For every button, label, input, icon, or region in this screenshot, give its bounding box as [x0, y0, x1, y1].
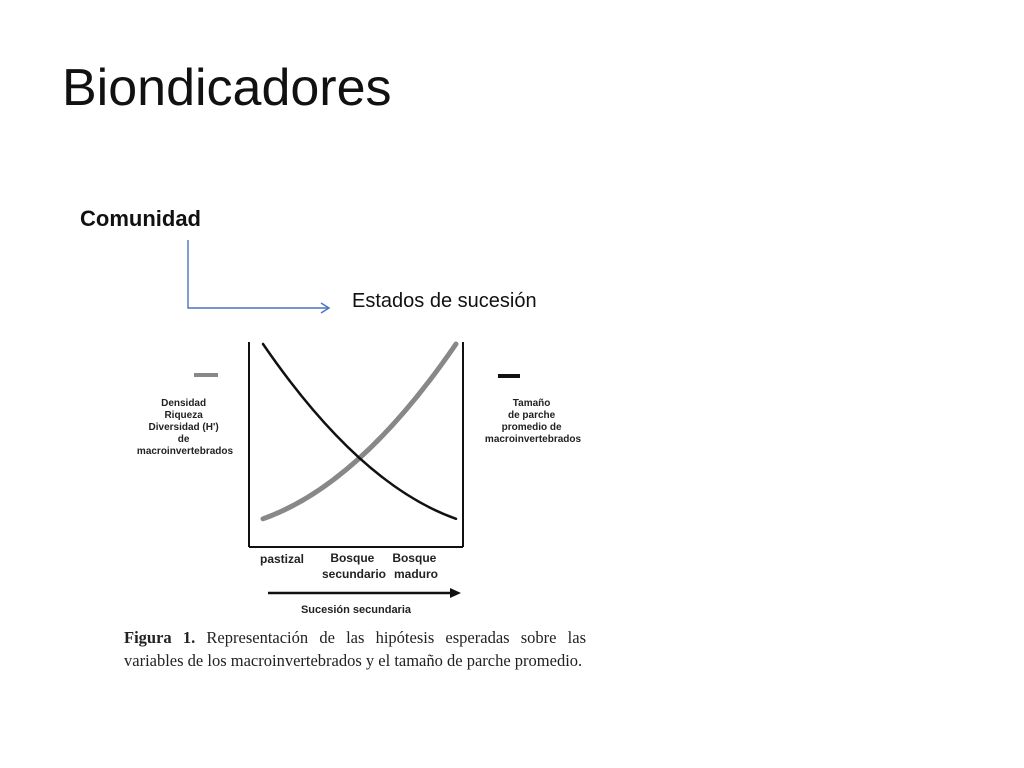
x-tick-label: maduro [393, 567, 439, 581]
left-legend-line: Riqueza [164, 410, 203, 421]
x-tick-label: secundario [321, 567, 387, 581]
series-line-patch-size [263, 344, 456, 519]
caption-label: Figura 1. [124, 628, 196, 647]
svg-text:pastizal [260, 552, 304, 566]
right-legend-line: promedio de [501, 422, 562, 433]
svg-text:Bosque maduro [392, 551, 439, 581]
svg-text:Bosque secundario [322, 551, 386, 581]
series-line-density [263, 344, 456, 519]
caption-text: Representación de las hipótesis esperadas sobre las variables de los macroinvertebrados y el tamaño de parche promedio. [124, 628, 587, 670]
succession-stages-label: Estados de sucesión [352, 290, 537, 312]
left-legend-line: de [177, 434, 190, 445]
right-legend-line: de parche [507, 410, 556, 421]
svg-text:Tamaño de parche prome [485, 398, 582, 445]
connector-arrow [180, 238, 340, 316]
figure-caption [124, 626, 586, 672]
left-legend-line: Densidad [161, 398, 207, 409]
right-legend-line: Tamaño [512, 398, 551, 409]
x-tick-label: Bosque [330, 551, 375, 565]
slide-subtitle: Comunidad [80, 206, 201, 231]
x-tick-label: pastizal [259, 552, 305, 566]
slide-title: Biondicadores [62, 59, 392, 117]
x-tick-label: Bosque [392, 551, 437, 565]
succession-arrow-head [450, 588, 461, 598]
left-legend-line: macroinvertebrados [136, 446, 234, 457]
right-legend-line: macroinvertebrados [484, 434, 582, 445]
x-axis-title: Sucesión secundaria [300, 604, 412, 616]
left-legend-line: Diversidad (H') [148, 422, 219, 433]
svg-text:Sucesión secundaria [301, 604, 412, 616]
figure-chart [118, 338, 588, 623]
svg-text:Densidad Riqueza Diver [137, 398, 234, 457]
